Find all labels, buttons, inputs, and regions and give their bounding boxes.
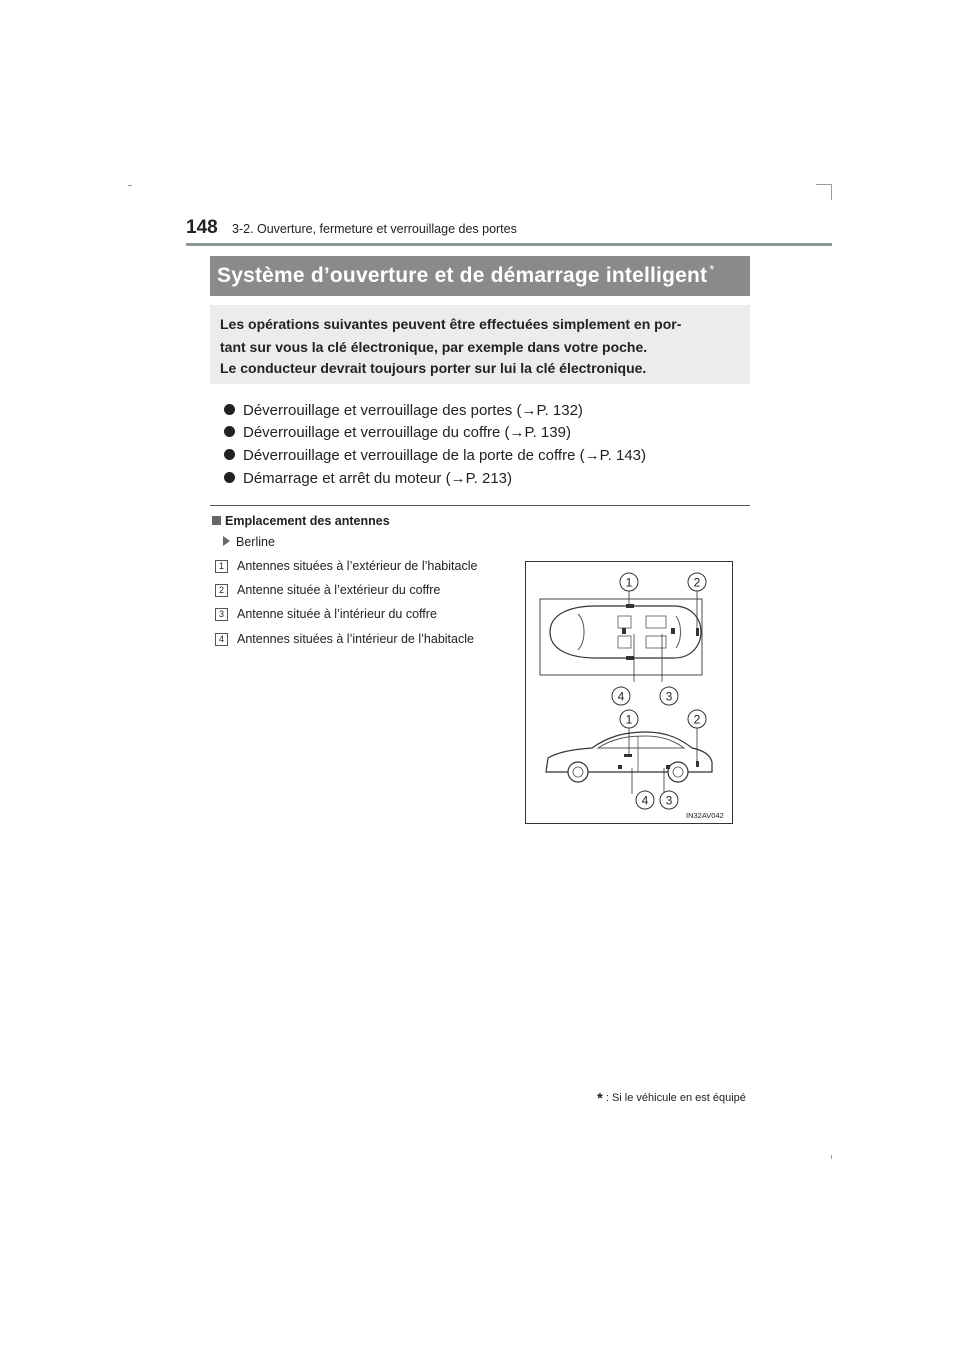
variant-label — [223, 535, 275, 549]
asterisk-icon: * — [597, 1090, 603, 1107]
callout-label: 1 — [625, 575, 633, 590]
antenna-item — [215, 559, 477, 573]
footnote-text: : Si le véhicule en est équipé — [605, 1092, 746, 1104]
callout-3-side — [660, 791, 678, 809]
callout-label: 3 — [665, 793, 673, 808]
page-heading-text: Système d’ouverture et de démarrage intelligent — [217, 264, 708, 287]
bullet-dot-icon — [224, 426, 235, 437]
rear-wheel — [668, 762, 688, 782]
crop-mark-top-left — [128, 185, 132, 186]
callout-label: 3 — [665, 689, 673, 704]
antenna-item-text: Antennes situées à l’intérieur de l’habitacle — [237, 632, 474, 646]
callout-label: 2 — [693, 712, 701, 727]
callout-3-top — [660, 687, 678, 705]
bullet-text: Démarrage et arrêt du moteur (→P. 213) — [243, 470, 513, 487]
item-number-badge: 1 — [215, 560, 228, 573]
item-number-badge: 4 — [215, 633, 228, 646]
figure-code: IN32AV042 — [686, 811, 724, 820]
front-wheel — [568, 762, 588, 782]
antenna-item — [215, 583, 440, 597]
callout-2-side — [688, 710, 706, 728]
callout-1-top — [620, 573, 638, 591]
crop-mark-bottom-right — [831, 1155, 832, 1159]
callout-2-top — [688, 573, 706, 591]
subsection-heading — [212, 514, 390, 528]
item-number-badge: 2 — [215, 584, 228, 597]
side-antenna-marker — [666, 765, 670, 769]
top-antenna-marker — [671, 628, 675, 634]
top-antenna-marker — [626, 656, 634, 660]
bullet-item — [224, 470, 512, 487]
variant-text: Berline — [236, 535, 275, 549]
item-number-badge: 3 — [215, 608, 228, 621]
bullet-item — [224, 447, 646, 464]
seat-front-right — [618, 636, 631, 648]
top-antenna-marker — [622, 628, 626, 634]
antenna-item-text: Antennes situées à l’extérieur de l’habitacle — [237, 559, 478, 573]
side-antenna-marker — [618, 765, 622, 769]
callout-label: 1 — [625, 712, 633, 727]
subsection-heading-text: Emplacement des antennes — [225, 514, 390, 528]
intro-line-2: tant sur vous la clé électronique, par exemple dans votre poche. — [220, 339, 648, 355]
side-antenna-marker — [624, 754, 632, 757]
triangle-bullet-icon — [223, 536, 230, 546]
antenna-item — [215, 607, 437, 621]
bullet-item — [224, 402, 583, 419]
page-heading — [217, 262, 714, 288]
callout-4-top — [612, 687, 630, 705]
car-antenna-diagram — [526, 562, 732, 823]
intro-line-3: Le conducteur devrait toujours porter sur lui la clé électronique. — [220, 360, 647, 376]
bullet-dot-icon — [224, 472, 235, 483]
seat-rear-right — [646, 636, 666, 648]
seat-rear-left — [646, 616, 666, 628]
footnote — [597, 1090, 746, 1107]
top-antenna-marker — [626, 604, 634, 608]
bullet-dot-icon — [224, 449, 235, 460]
top-view-frame — [540, 599, 702, 675]
callout-1-side — [620, 710, 638, 728]
top-view-windshield — [578, 614, 584, 650]
callout-4-side — [636, 791, 654, 809]
heading-asterisk: * — [709, 262, 715, 277]
antenna-location-figure — [525, 561, 733, 824]
square-bullet-icon — [212, 516, 221, 525]
header-rule — [186, 243, 832, 246]
top-view-rear-window — [676, 616, 681, 648]
antenna-item-text: Antenne située à l’extérieur du coffre — [237, 583, 441, 597]
bullet-item — [224, 424, 571, 441]
section-title: 3-2. Ouverture, fermeture et verrouillage des portes — [232, 222, 517, 236]
section-rule — [210, 505, 750, 506]
bullet-dot-icon — [224, 404, 235, 415]
bullet-text: Déverrouillage et verrouillage des portes (→P. 132) — [243, 402, 583, 419]
crop-mark-top-right-h — [816, 184, 832, 185]
callout-label: 2 — [693, 575, 701, 590]
top-antenna-marker — [696, 628, 699, 636]
antenna-item — [215, 632, 474, 646]
antenna-item-text: Antenne située à l’intérieur du coffre — [237, 607, 437, 621]
intro-line-1: Les opérations suivantes peuvent être effectuées simplement en por- — [220, 316, 682, 332]
callout-label: 4 — [641, 793, 649, 808]
side-antenna-marker — [696, 761, 699, 767]
page-number: 148 — [186, 217, 218, 238]
bullet-text: Déverrouillage et verrouillage du coffre (→P. 139) — [243, 424, 571, 441]
bullet-text: Déverrouillage et verrouillage de la porte de coffre (→P. 143) — [243, 447, 647, 464]
crop-mark-top-right-v — [831, 184, 832, 200]
seat-front-left — [618, 616, 631, 628]
callout-label: 4 — [617, 689, 625, 704]
